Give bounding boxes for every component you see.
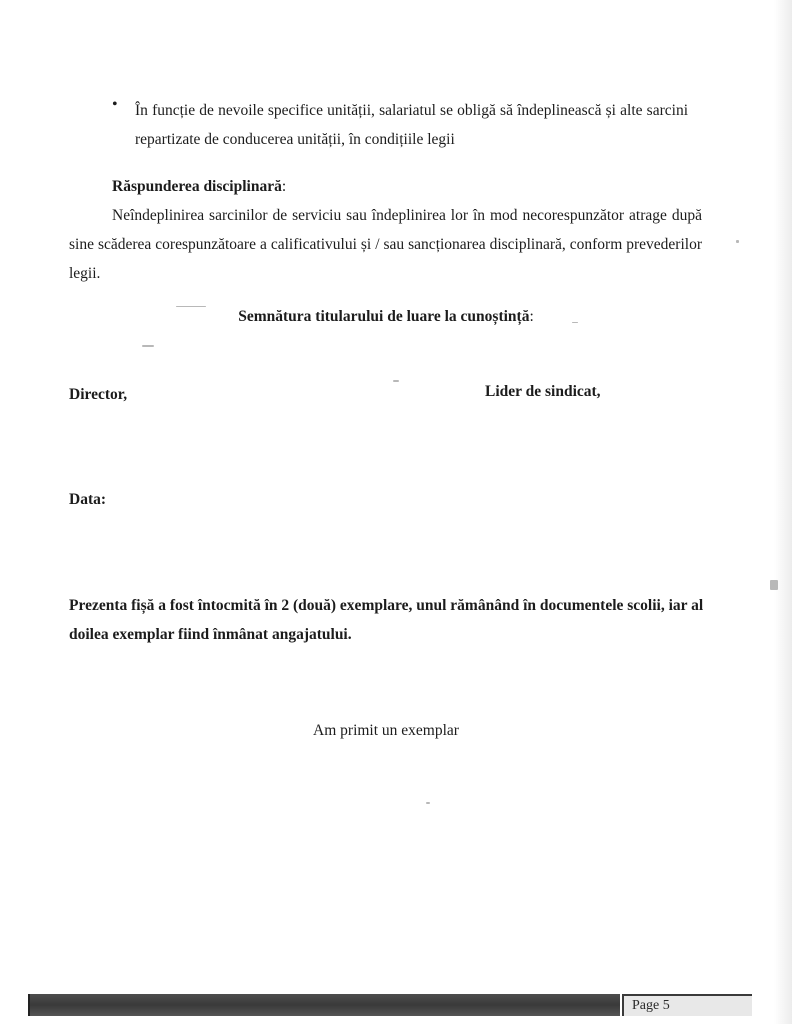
discipline-heading-text: Răspunderea disciplinară xyxy=(112,178,282,195)
bullet-marker: • xyxy=(112,96,118,113)
scan-speck xyxy=(770,580,778,590)
union-leader-label: Lider de sindicat, xyxy=(485,383,601,400)
discipline-heading xyxy=(112,178,286,196)
copies-note: Prezenta fișă a fost întocmită în 2 (două) exemplare, unul rămânând în documentele scolii, iar al doilea exemplar fiind înmânat angajatului. xyxy=(69,597,704,643)
scan-speck xyxy=(736,240,739,243)
scan-speck xyxy=(572,322,578,323)
director-label: Director, xyxy=(69,386,128,403)
scan-edge-shadow xyxy=(774,0,792,1024)
discipline-heading-colon: : xyxy=(281,178,287,195)
scan-speck xyxy=(426,802,430,804)
date-label: Data: xyxy=(69,491,107,508)
received-copy-text: Am primit un exemplar xyxy=(313,722,459,739)
scan-speck xyxy=(176,306,206,307)
footer-bar xyxy=(28,994,620,1016)
signature-colon: : xyxy=(529,308,534,325)
signature-label: Semnătura titularului de luare la cunoștință xyxy=(238,308,530,325)
scan-speck xyxy=(142,345,154,347)
scan-speck xyxy=(393,380,399,382)
discipline-paragraph: Neîndeplinirea sarcinilor de serviciu sau îndeplinirea lor în mod necorespunzător atrage după sine scăderea corespunzătoare a calificativului și / sau sancționarea disciplinară, conform prevederilor legii. xyxy=(69,207,702,282)
bullet-text: În funcție de nevoile specifice unității, salariatul se obligă să îndeplinească și alte sarcini repartizate de conducerea unității, în condițiile legii xyxy=(135,102,688,148)
page-number: Page 5 xyxy=(622,994,752,1016)
signature-acknowledgement xyxy=(0,308,772,326)
